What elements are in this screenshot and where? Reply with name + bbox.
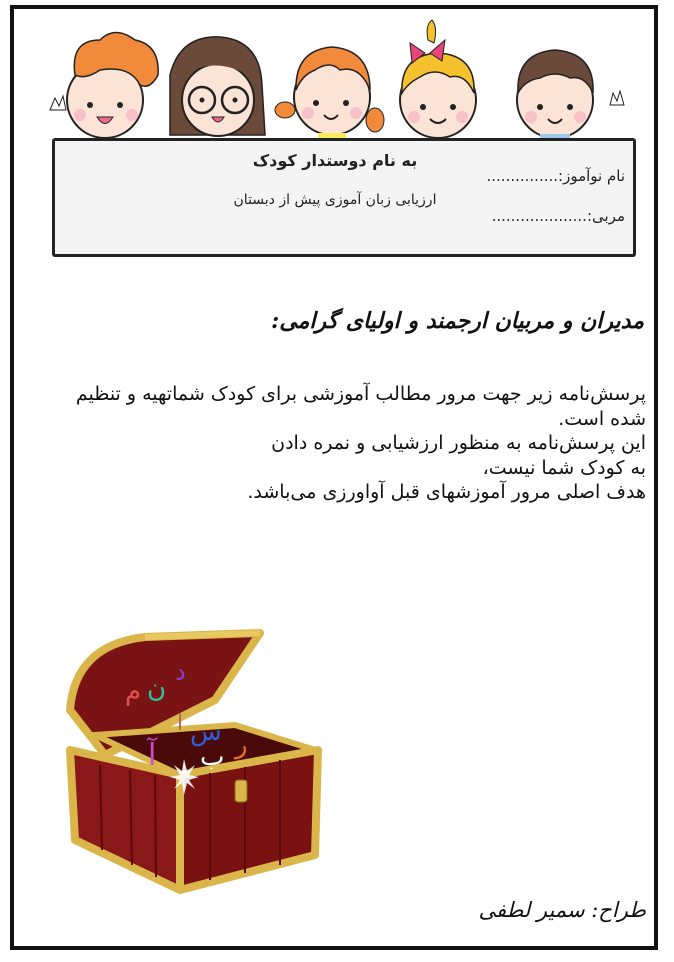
svg-text:آ: آ [148,738,157,773]
header-title: به نام دوستدار کودک [252,151,418,170]
treasure-chest-illustration [50,625,340,895]
body-paragraph [50,382,646,505]
greeting-heading: مدیران و مربیان ارجمند و اولیای گرامی: [271,308,644,334]
children-illustration [40,15,630,140]
header-subtitle: ارزیابی زبان آموزی پیش از دبستان [233,192,437,208]
svg-text:ا: ا [177,711,184,736]
kid-4-icon [400,20,476,138]
svg-text:ن: ن [147,674,167,704]
teacher-name-field[interactable]: مربی:.................... [491,207,625,225]
body-line: هدف اصلی مرور آموزشهای قبل آواورزی می‌باشد. [247,481,646,503]
kid-1-icon [50,33,158,139]
svg-text:س: س [190,717,222,747]
svg-text:ب: ب [200,742,225,772]
body-line: پرسش‌نامه زیر جهت مرور مطالب آموزشی برای کودک شماتهیه و تنظیم [75,383,646,405]
svg-text:ر: ر [235,730,248,760]
svg-text:م: م [125,677,142,707]
student-name-field[interactable]: نام نوآموز:............... [486,167,625,185]
designer-credit: طراح: سمیر لطفی [478,898,646,922]
kid-5-icon [517,50,624,140]
body-line: این پرسش‌نامه به منظور ارزشیابی و نمره دادن [271,432,646,454]
header-box [52,138,636,257]
body-line: به کودک شما نیست، [482,456,646,479]
svg-text:د: د [175,658,186,686]
kid-2-icon [170,37,265,136]
body-line: شده است. [558,407,646,430]
kid-3-icon [275,47,384,140]
